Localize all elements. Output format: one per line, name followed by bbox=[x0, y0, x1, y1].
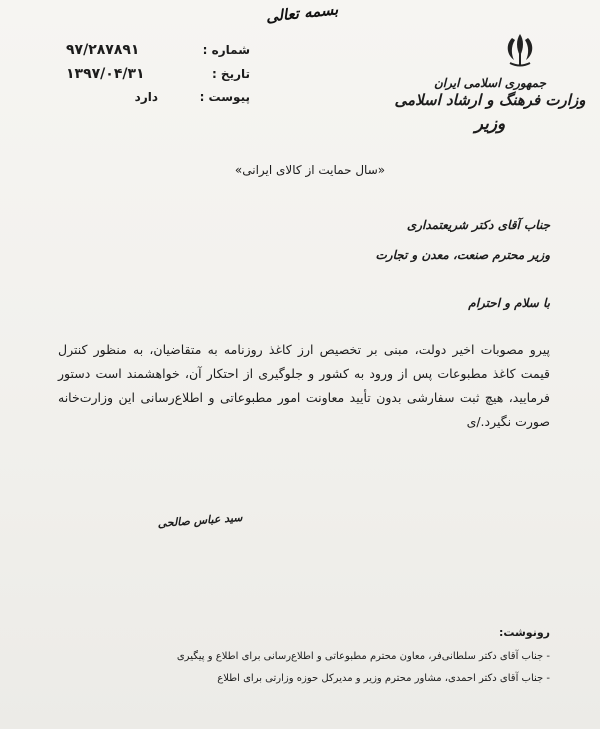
country-name: جمهوری اسلامی ایران bbox=[433, 76, 547, 90]
date-row bbox=[60, 66, 250, 90]
signature: سید عباس صالحی bbox=[157, 511, 243, 530]
recipient-title: وزیر محترم صنعت، معدن و تجارت bbox=[375, 248, 550, 262]
carbon-copy-list bbox=[80, 622, 550, 690]
number-row bbox=[60, 42, 250, 66]
attachment-value: دارد bbox=[134, 90, 158, 104]
iran-emblem-icon bbox=[500, 30, 540, 70]
year-slogan: «سال حمایت از کالای ایرانی» bbox=[234, 163, 386, 177]
recipient-name: جناب آقای دکتر شریعتمداری bbox=[406, 218, 550, 232]
minister-title: وزیر bbox=[474, 113, 506, 134]
ministry-name: وزارت فرهنگ و ارشاد اسلامی bbox=[394, 91, 586, 109]
greeting: با سلام و احترام bbox=[468, 296, 550, 310]
attachment-label: پیوست : bbox=[199, 90, 250, 104]
number-value: ۹۷/۲۸۷۸۹۱ bbox=[66, 42, 140, 58]
attachment-row bbox=[60, 90, 250, 114]
date-value: ۱۳۹۷/۰۴/۳۱ bbox=[66, 66, 145, 82]
recipient-block bbox=[300, 210, 550, 270]
letter-body: پیرو مصوبات اخیر دولت، مبنی بر تخصیص ارز کاغذ روزنامه به متقاضیان، به منظور کنترل قیمت کاغذ مطبوعات پس از ورود به کشور و جلوگیری از احتکار آن، خواهشمند است دستور فرمایید، هیچ ثبت سفارشی بدون تأیید معاونت امور مطبوعاتی و اطلاع‌رسانی این وزارت‌خانه صورت نگیرد./ی bbox=[58, 342, 550, 429]
cc-item: - جناب آقای دکتر احمدی، مشاور محترم وزیر و مدیرکل حوزه وزارتی برای اطلاع bbox=[217, 673, 550, 684]
cc-item: - جناب آقای دکتر سلطانی‌فر، معاون محترم مطبوعاتی و اطلاع‌رسانی برای اطلاع و پیگیری bbox=[176, 651, 550, 662]
number-label: شماره : bbox=[202, 43, 250, 57]
letter-meta bbox=[60, 42, 250, 114]
bismillah-header: بسمه تعالی bbox=[264, 0, 340, 26]
cc-title: رونوشت: bbox=[498, 626, 550, 639]
ministry-block bbox=[390, 76, 590, 135]
date-label: تاریخ : bbox=[211, 67, 250, 81]
